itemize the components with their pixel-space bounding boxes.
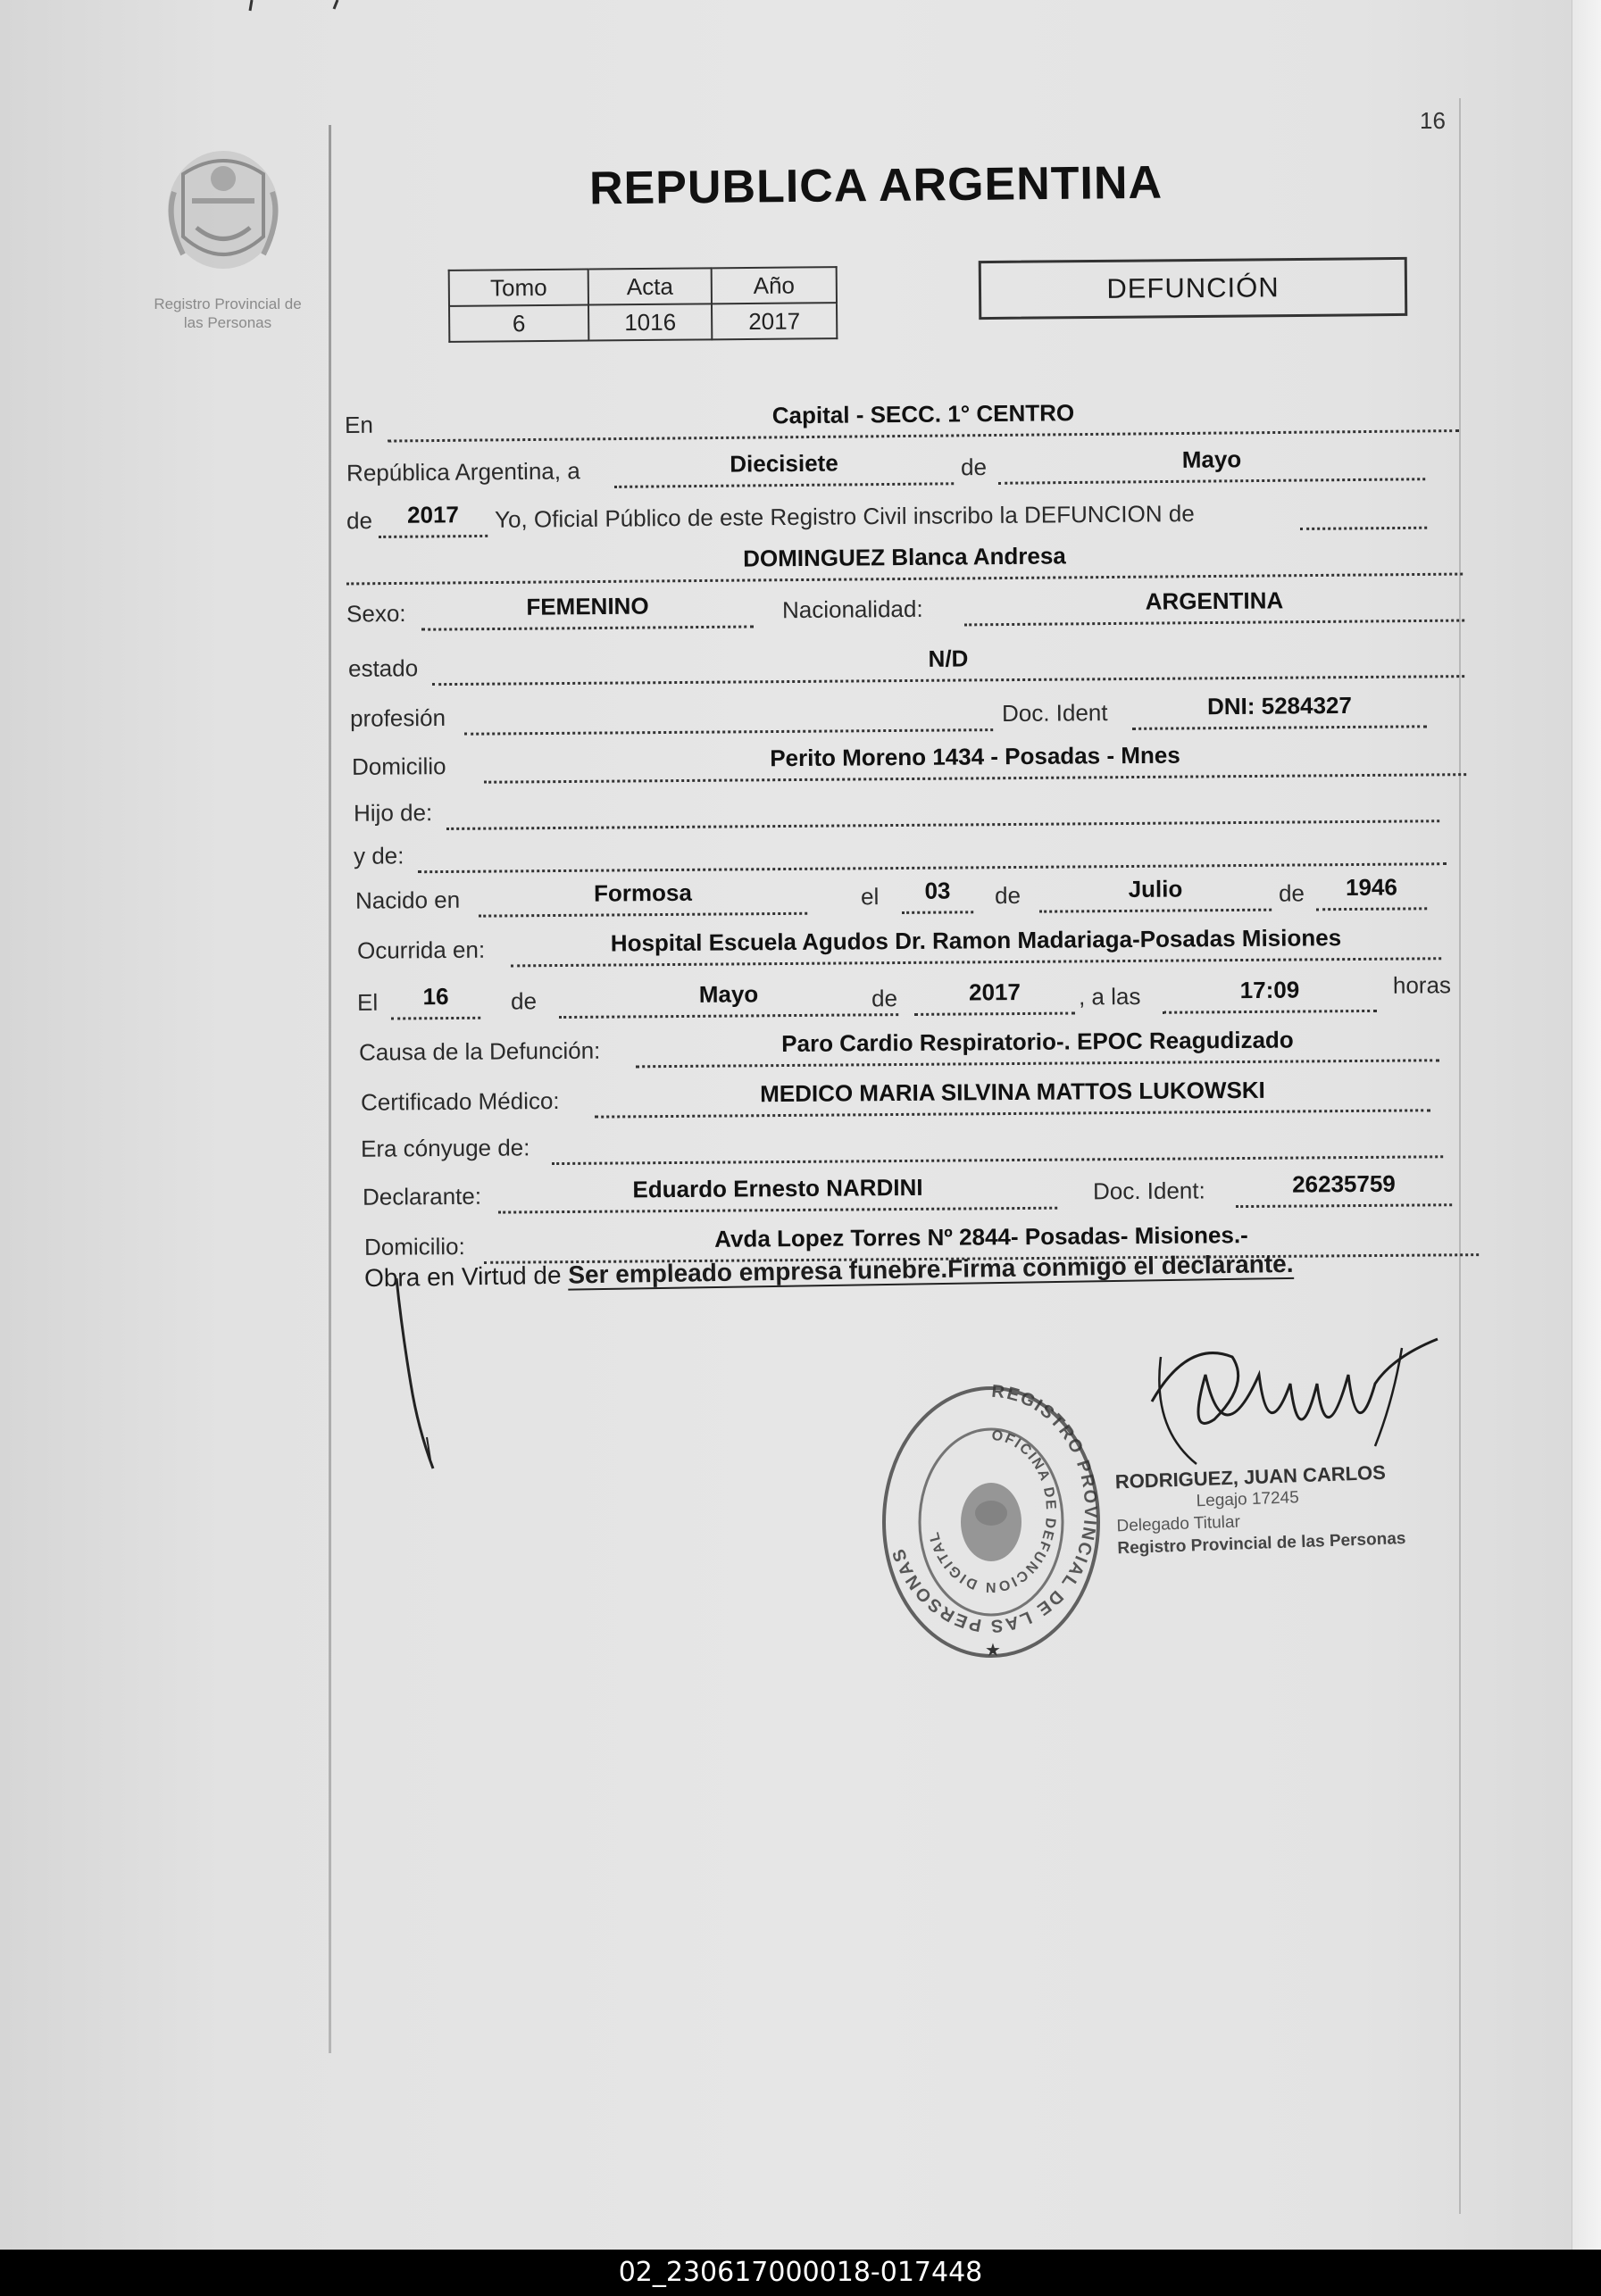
value-death-month: Mayo (698, 980, 759, 1008)
value-deceased-name: DOMINGUEZ Blanca Andresa (743, 542, 1066, 572)
field-birth-month (1039, 873, 1272, 913)
label-horas: horas (1392, 971, 1452, 999)
signatory-name: RODRIGUEZ, JUAN CARLOS (1114, 1460, 1387, 1493)
value-doc-ident-2: 26235759 (1292, 1169, 1396, 1198)
value-domicilio-2: Avda Lopez Torres Nº 2844- Posadas- Misiones.- (714, 1221, 1248, 1252)
value-nacionalidad: ARGENTINA (1145, 586, 1284, 615)
coat-of-arms-emblem-icon (147, 138, 299, 281)
label-obra: Obra en Virtud de (363, 1260, 562, 1293)
row-profesion-doc (350, 683, 1430, 736)
label-hijo-de: Hijo de: (353, 799, 433, 827)
svg-text:★: ★ (985, 1639, 1001, 1660)
acta-table (448, 266, 838, 343)
field-domicilio (484, 737, 1466, 784)
signatory-legajo: Legajo 17245 (1196, 1488, 1300, 1511)
label-doc-ident: Doc. Ident (1001, 699, 1108, 728)
field-profesion (464, 693, 993, 736)
next-page-edge (1572, 0, 1601, 2250)
value-death-year: 2017 (968, 978, 1021, 1006)
value-death-day: 16 (422, 983, 449, 1011)
value-birth-year: 1946 (1345, 873, 1398, 902)
value-certificado: MEDICO MARIA SILVINA MATTOS LUKOWSKI (760, 1076, 1265, 1108)
row-domicilio (352, 731, 1468, 785)
value-birth-day: 03 (924, 877, 951, 904)
field-doc-ident (1132, 689, 1427, 730)
field-sexo (421, 589, 754, 630)
stamp-outer-text: REGISTRO PROVINCIAL DE LAS PERSONAS (888, 1381, 1101, 1636)
label-nacido-en: Nacido en (354, 886, 461, 914)
value-ocurrida-en: Hospital Escuela Agudos Dr. Ramon Madariaga-Posadas Misiones (610, 924, 1342, 957)
label-de-1: de (960, 453, 988, 481)
acta-value-tomo: 6 (449, 305, 588, 342)
acta-header-tomo: Tomo (449, 270, 588, 306)
label-de-2: de (346, 507, 373, 535)
pen-stroke-mark (384, 1277, 446, 1473)
field-death-day (391, 981, 480, 1020)
label-ocurrida-en: Ocurrida en: (356, 936, 486, 964)
label-estado: estado (347, 654, 419, 682)
document-title: REPUBLICA ARGENTINA (588, 156, 1163, 215)
label-nacionalidad: Nacionalidad: (781, 595, 923, 624)
row-certificado (361, 1067, 1432, 1119)
page-number: 16 (1420, 107, 1446, 134)
label-conyuge: Era cónyuge de: (360, 1134, 530, 1162)
label-declarante: Declarante: (362, 1182, 482, 1210)
row-year-oficial (346, 485, 1429, 539)
value-day-words: Diecisiete (730, 449, 838, 478)
acta-header-ano: Año (712, 267, 837, 304)
field-ocurrida-en (511, 921, 1441, 967)
value-death-time: 17:09 (1239, 976, 1300, 1004)
field-death-year (914, 977, 1075, 1016)
value-causa: Paro Cardio Respiratorio-. EPOC Reagudizado (781, 1026, 1294, 1058)
label-republica: República Argentina, a (346, 457, 580, 487)
label-y-de: y de: (353, 842, 404, 869)
value-domicilio: Perito Moreno 1434 - Posadas - Mnes (770, 741, 1180, 772)
label-doc-ident-2: Doc. Ident: (1092, 1177, 1205, 1205)
label-domicilio-2: Domicilio: (363, 1233, 465, 1260)
acta-value-acta: 1016 (588, 304, 712, 340)
row-causa (359, 1017, 1441, 1070)
left-margin-line (329, 125, 331, 2053)
label-en: En (344, 411, 374, 438)
field-year (379, 499, 488, 538)
label-domicilio: Domicilio (351, 753, 446, 780)
field-doc-ident-2 (1236, 1168, 1452, 1208)
label-a-las: , a las (1078, 982, 1141, 1011)
emblem-caption-line1: Registro Provincial de (154, 295, 302, 312)
label-de-3: de (994, 881, 1021, 910)
stamp-inner-text: OFICINA DE DEFUNCION DIGITAL (926, 1427, 1059, 1595)
record-type-box: DEFUNCIÓN (979, 257, 1408, 320)
field-declarante (498, 1171, 1057, 1214)
field-birth-day (902, 875, 973, 914)
label-el: el (860, 883, 880, 911)
emblem-caption (125, 295, 330, 332)
value-month: Mayo (1181, 445, 1242, 473)
value-nacido-en: Formosa (593, 878, 693, 907)
field-month (998, 442, 1425, 485)
signature-stamp-block (1114, 1458, 1492, 1560)
acta-table-value-row (449, 303, 837, 342)
field-oficial-blank (1300, 491, 1427, 530)
label-profesion: profesión (349, 703, 446, 732)
value-declarante: Eduardo Ernesto NARDINI (632, 1173, 923, 1203)
label-de-6: de (871, 985, 898, 1012)
value-doc-ident: DNI: 5284327 (1206, 691, 1353, 720)
official-round-stamp-icon (871, 1370, 1112, 1678)
row-nacido (355, 865, 1430, 918)
label-oficial-text: Yo, Oficial Público de este Registro Civil inscribo la DEFUNCION de (494, 500, 1195, 533)
field-death-time (1163, 974, 1377, 1014)
field-causa (636, 1023, 1439, 1068)
row-declarante (363, 1161, 1454, 1215)
value-sexo: FEMENINO (526, 592, 649, 620)
field-day-words (614, 446, 954, 488)
acta-value-ano: 2017 (712, 303, 837, 339)
row-estado (348, 633, 1466, 686)
value-en: Capital - SECC. 1° CENTRO (771, 399, 1075, 429)
label-de-5: de (510, 987, 538, 1015)
label-de-4: de (1278, 879, 1305, 907)
top-pen-marks (241, 0, 348, 27)
field-death-month (559, 977, 898, 1019)
label-sexo: Sexo: (346, 599, 406, 628)
value-year: 2017 (406, 501, 460, 528)
label-el-2: El (356, 988, 379, 1016)
document-id-footer: 02_230617000018-017448 (0, 2250, 1601, 2296)
signatory-office: Registro Provincial de las Personas (1117, 1529, 1406, 1559)
label-certificado: Certificado Médico: (360, 1086, 560, 1116)
field-nacido-en (479, 877, 807, 918)
row-ocurrida (357, 915, 1443, 969)
value-obra: Ser empleado empresa funebre.Firma conmigo el declarante. (568, 1249, 1294, 1289)
field-nacionalidad (964, 584, 1464, 627)
row-conyuge (361, 1113, 1445, 1167)
value-estado: N/D (928, 645, 969, 672)
label-causa: Causa de la Defunción: (358, 1036, 601, 1066)
field-certificado (595, 1073, 1430, 1118)
emblem-caption-line2: las Personas (183, 314, 272, 331)
field-birth-year (1316, 871, 1427, 911)
field-estado (432, 639, 1464, 686)
acta-header-acta: Acta (588, 268, 712, 304)
row-fecha-defuncion (357, 967, 1461, 1020)
field-conyuge (552, 1119, 1443, 1165)
value-birth-month: Julio (1128, 875, 1183, 903)
signatory-role: Delegado Titular (1116, 1512, 1241, 1536)
acta-table-header-row (449, 267, 837, 306)
